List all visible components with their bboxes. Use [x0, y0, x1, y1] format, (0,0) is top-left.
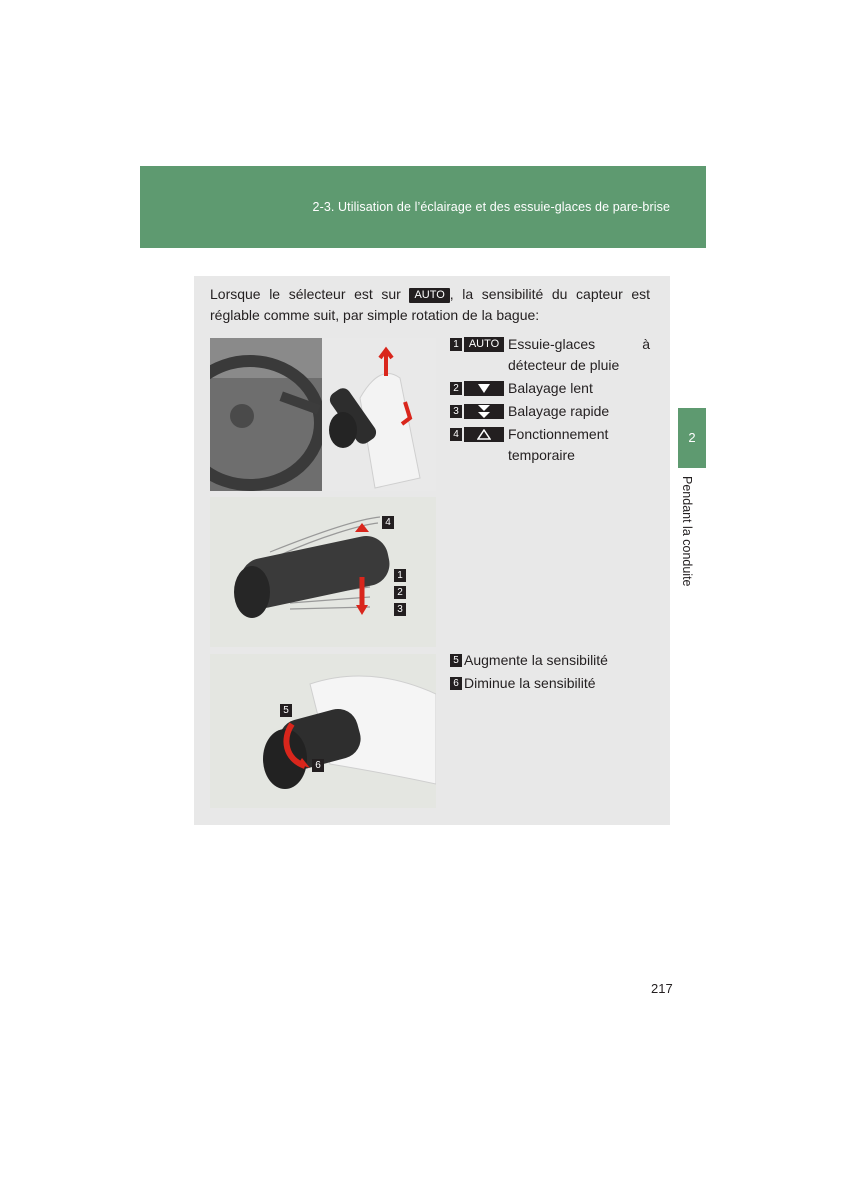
item-label: Diminue la sensibilité: [464, 675, 596, 691]
item-label: Augmente la sensibilité: [464, 652, 608, 668]
list-item: [450, 673, 650, 694]
intro-line-2: réglable comme suit, par simple rotation de la bague:: [210, 307, 540, 323]
sensitivity-list: [450, 650, 650, 696]
list-item: [450, 650, 650, 671]
item-number: 3: [450, 405, 462, 418]
up-triangle-icon: [464, 427, 504, 442]
list-item: [450, 334, 650, 355]
ring-rotation-illustration: [210, 654, 436, 808]
item-number: 4: [450, 428, 462, 441]
double-down-arrow-icon: [464, 404, 504, 419]
item-label: Essuie-glaces à: [508, 336, 650, 352]
lever-diagram: [210, 497, 436, 647]
chapter-label: Pendant la conduite: [680, 476, 694, 587]
section-title: 2-3. Utilisation de l’éclairage et des essuie-glaces de pare-brise: [312, 200, 670, 214]
wiper-mode-list: [450, 334, 650, 468]
item-label: Balayage lent: [508, 380, 593, 396]
diagram-label-5: 5: [280, 704, 292, 717]
diagram-label-4: 4: [382, 516, 394, 529]
item-number: 1: [450, 338, 462, 351]
steering-wheel-illustration: [210, 338, 436, 491]
list-item: [450, 378, 650, 399]
intro-paragraph: [210, 284, 650, 326]
intro-text-b: , la sensibilité du capteur est: [449, 286, 651, 302]
chapter-tab: 2: [678, 408, 706, 468]
item-number: 6: [450, 677, 462, 690]
diagram-label-1: 1: [394, 569, 406, 582]
item-label-continued: détecteur de pluie: [508, 357, 620, 373]
item-label: Fonctionnement temporaire: [508, 426, 609, 463]
diagram-label-3: 3: [394, 603, 406, 616]
intro-text-a: Lorsque le sélecteur est sur: [210, 286, 401, 302]
single-down-arrow-icon: [464, 381, 504, 396]
page-number: 217: [651, 981, 673, 996]
auto-badge: AUTO: [409, 288, 449, 303]
content-box: [194, 276, 670, 825]
section-header: [140, 166, 706, 248]
item-number: 5: [450, 654, 462, 667]
ring-rotation-photo: [210, 654, 436, 808]
intro-line-1: [210, 284, 650, 305]
item-number: 2: [450, 382, 462, 395]
list-item: [450, 424, 650, 466]
diagram-label-6: 6: [312, 759, 324, 772]
steering-wheel-photo: [210, 338, 436, 491]
list-item: [450, 401, 650, 422]
auto-symbol: AUTO: [464, 337, 504, 352]
item-label: Balayage rapide: [508, 403, 610, 419]
diagram-label-2: 2: [394, 586, 406, 599]
